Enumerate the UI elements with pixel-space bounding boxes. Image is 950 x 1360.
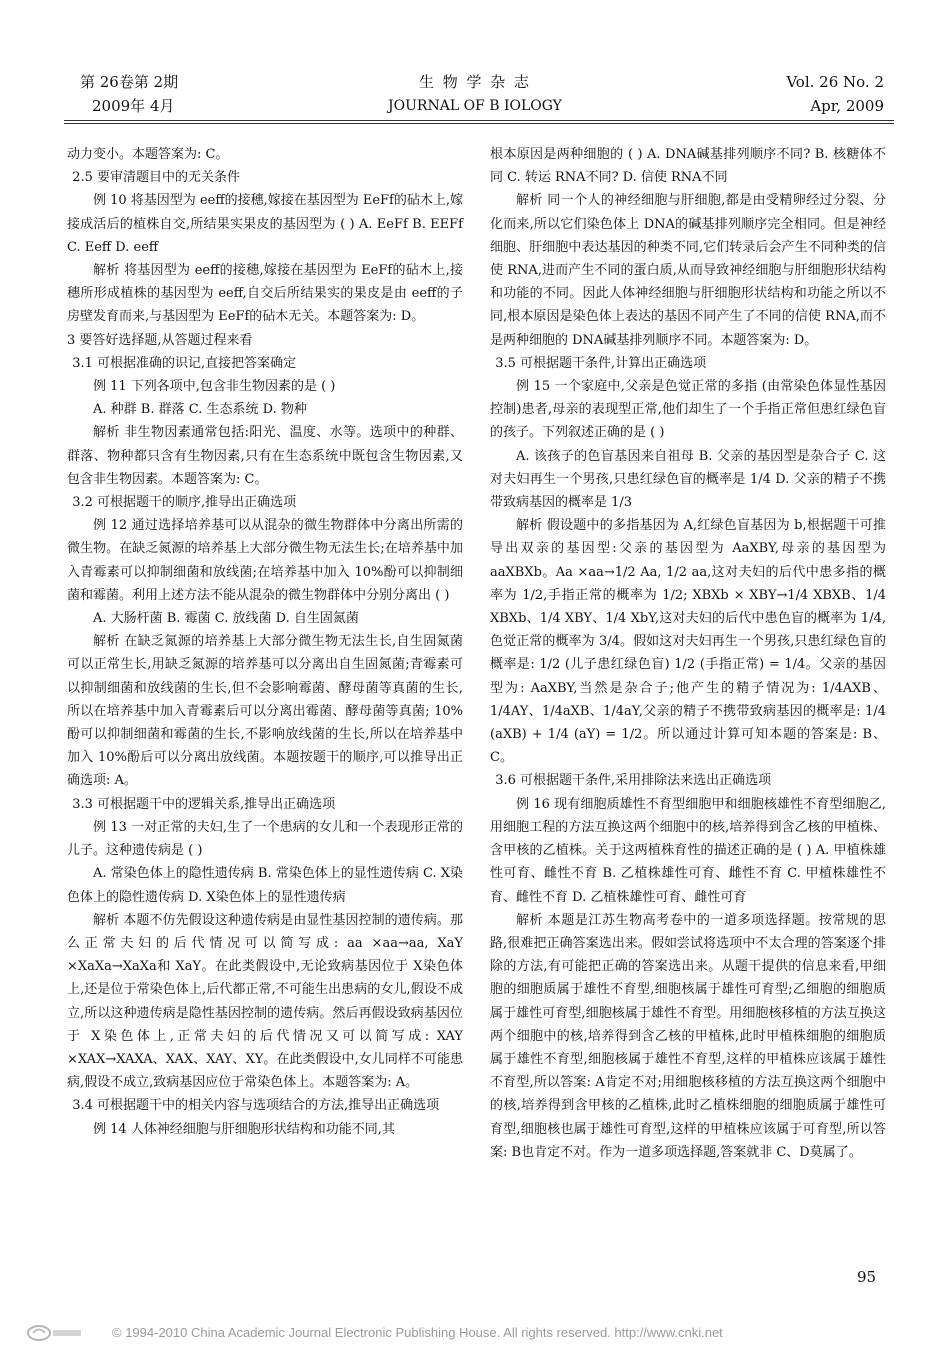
example: 例 13 一对正常的夫妇,生了一个患病的女儿和一个表现形正常的儿子。这种遗传病是 ( ) — [67, 819, 463, 859]
cnki-logo-icon — [25, 1322, 85, 1344]
example: 例 15 一个家庭中,父亲是色觉正常的多指 (由常染色体显性基因控制)患者,母亲的表现型正常,他们却生了一个手指正常但患红绿色盲的孩子。下列叙述正确的是 ( ) — [490, 379, 886, 441]
section-heading: 3.3 可根据题干中的逻辑关系,推导出正确选项 — [72, 796, 336, 812]
options: A. 种群 B. 群落 C. 生态系统 D. 物种 — [93, 402, 307, 418]
publication-date: 2009年 4月 — [92, 97, 175, 115]
copyright-notice: © 1994-2010 China Academic Journal Electronic Publishing House. All rights reserved. http://www.cnki.net — [112, 1325, 723, 1340]
analysis: 解析 假设题中的多指基因为 A,红绿色盲基因为 b,根据题干可推导出双亲的基因型:父亲的基因型为 AaXBY,母亲的基因型为 aaXBXb。Aa ×aa→1/2 Aa, 1/2 aa,这对夫妇的后代中患多指的概率为 1/2,手指正常的概率为 1/2; XBXb × XBY→1/4 XBXB、1/4 XBXb、1/4 XBY、1/4 XbY,这对夫妇的后代中患色盲的概率为 1/4,色觉正常的概率为 3/4。假如这对夫妇再生一个男孩,只患红绿色盲的概率是: 1/2 (儿子患红绿色盲) 1/2 (手指正常) = 1/4。父亲的基因型为: AaXBY,当然是杂合子;他产生的精子情况为: 1/4AXB、1/4AY、1/4aXB、1/4aY,父亲的精子不携带致病基因的概率是: 1/4 (aXB) + 1/4 (aY) = 1/2。所以通过计算可知本题的答案是: B、C。 — [490, 518, 886, 766]
example: 例 12 通过选择培养基可以从混杂的微生物群体中分离出所需的微生物。在缺乏氮源的培养基上大部分微生物无法生长;在培养基中加入青霉素可以抑制细菌和放线菌;在培养基中加入 10%酚可以抑制细菌和霉菌。利用上述方法不能从混杂的微生物群体中分别分离出 ( ) — [67, 518, 463, 603]
options: A. 该孩子的色盲基因来自祖母 B. 父亲的基因型是杂合子 C. 这对夫妇再生一个男孩,只患红绿色盲的概率是 1/4 D. 父亲的精子不携带致病基因的概率是 1/3 — [490, 448, 886, 511]
analysis: 解析 本题是江苏生物高考卷中的一道多项选择题。按常规的思路,很难把正确答案选出来。假如尝试将选项中不太合理的答案逐个排除的方法,有可能把正确的答案选出来。从题干提供的信息来看,甲细胞的细胞质属于雄性不育型,细胞核属于雄性可育型;乙细胞的细胞质属于雄性可育型,细胞核属于雄性不育型。用细胞核移植的方法互换这两个细胞中的核,培养得到含乙核的甲植株,此时甲植株细胞的细胞质属于雄性不育型,细胞核属于雄性不育型,这样的甲植株应该属于雄性不育型,所以答案: A肯定不对;用细胞核移植的方法互换这两个细胞中的核,培养得到含甲核的乙植株,此时乙植株细胞的细胞质属于雄性可育型,细胞核也属于雄性可育型,这样的甲植株应该属于可育型,所以答案: B也肯定不对。作为一道多项选择题,答案就非 C、D莫属了。 — [490, 912, 886, 1160]
section-heading: 3.6 可根据题干条件,采用排除法来选出正确选项 — [495, 773, 772, 789]
analysis: 解析 同一个人的神经细胞与肝细胞,都是由受精卵经过分裂、分化而来,所以它们染色体上 DNA的碱基排列顺序完全相同。但是神经细胞、肝细胞中表达基因的种类不同,它们转录后会产生不同种类的信使 RNA,进而产生不同的蛋白质,从而导致神经细胞与肝细胞形状结构和功能的不同。因此人体神经细胞与肝细胞形状结构和功能之所以不同,根本原因是染色体上表达的基因不同产生了不同的信使 RNA,而不是两种细胞的 DNA碱基排列顺序不同。本题答案为: D。 — [490, 193, 886, 348]
section-heading: 2.5 要审清题目中的无关条件 — [72, 170, 240, 186]
journal-volume-en — [786, 70, 884, 118]
analysis: 解析 本题不仿先假设这种遗传病是由显性基因控制的遗传病。那么正常夫妇的后代情况可以简写成: aa ×aa→aa, XaY ×XaXa→XaXa和 XaY。在此类假设中,无论致病基因位于 X染色体上,还是位于常染色体上,后代都正常,不可能生出患病的女儿,假设不成立,所以这种遗传病是隐性基因控制的遗传病。然后再假设致病基因位于 X染色体上,正常夫妇的后代情况又可以简写成: XAY ×XAX→XAXA、XAX、XAY、XY。在此类假设中,女儿同样不可能患病,假设不成立,致病基因应位于常染色体上。本题答案为: A。 — [67, 912, 463, 1091]
analysis: 解析 非生物因素通常包括:阳光、温度、水等。选项中的种群、群落、物种都只含有生物因素,只有在生态系统中既包含生物因素,又包含非生物因素。本题答案为: C。 — [67, 425, 463, 487]
analysis: 解析 在缺乏氮源的培养基上大部分微生物无法生长,自生固氮菌可以正常生长,用缺乏氮源的培养基可以分离出自生固氮菌;青霉素可以抑制细菌和放线菌的生长,但不会影响霉菌、酵母菌等真菌的生长,所以在培养基中加入青霉素后可以分离出霉菌、酵母菌等真菌; 10%酚可以抑制细菌和霉菌的生长,不影响放线菌的生长,所以在培养基中加入 10%酚后可以分离出放线菌。本题按题干的顺序,可以推导出正确选项: A。 — [67, 634, 463, 789]
journal-title-en: JOURNAL OF B IOLOGY — [388, 98, 562, 114]
page-number: 95 — [857, 1268, 877, 1286]
analysis: 解析 将基因型为 eeff的接穗,嫁接在基因型为 EeFf的砧木上,接穗所形成植株的基因型为 eeff,自交后所结果实的果皮是由 eeff的子房壁发育而来,与基因型为 EeFf的砧木无关。本题答案为: D。 — [67, 263, 463, 325]
header-rule-bottom — [64, 123, 894, 124]
publication-date-en: Apr, 2009 — [810, 97, 884, 115]
volume-issue-en: Vol. 26 No. 2 — [786, 73, 884, 91]
options: A. 大肠杆菌 B. 霉菌 C. 放线菌 D. 自生固氮菌 — [93, 611, 359, 627]
example: 例 16 现有细胞质雄性不育型细胞甲和细胞核雄性不育型细胞乙,用细胞工程的方法互换这两个细胞中的核,培养得到含乙核的甲植株、含甲核的乙植株。关于这两植株育性的描述正确的是 ( ) A. 甲植株雄性可育、雌性不育 B. 乙植株雄性可育、雌性不育 C. 甲植株雄性不育、雌性不育 D. 乙植株雄性可育、雌性可育 — [490, 796, 886, 905]
section-heading: 3.2 可根据题干的顺序,推导出正确选项 — [72, 495, 297, 511]
footer — [0, 1322, 950, 1344]
volume-issue: 第 26卷第 2期 — [80, 73, 179, 91]
left-column — [67, 143, 463, 1141]
example: 例 14 人体神经细胞与肝细胞形状结构和功能不同,其 — [93, 1121, 395, 1137]
paragraph: 根本原因是两种细胞的 ( ) A. DNA碱基排列顺序不同? B. 核糖体不同 C. 转运 RNA不同? D. 信使 RNA不同 — [490, 147, 886, 186]
section-heading: 3 要答好选择题,从答题过程来看 — [67, 332, 253, 348]
right-column — [490, 143, 886, 1164]
paragraph: 动力变小。本题答案为: C。 — [67, 147, 229, 162]
journal-title-cn: 生 物 学 杂 志 — [418, 73, 532, 91]
header-rule-top — [64, 120, 894, 121]
section-heading: 3.5 可根据题干条件,计算出正确选项 — [495, 355, 707, 371]
section-heading: 3.4 可根据题干中的相关内容与选项结合的方法,推导出正确选项 — [72, 1098, 440, 1114]
section-heading: 3.1 可根据准确的识记,直接把答案确定 — [72, 355, 297, 371]
options: A. 常染色体上的隐性遗传病 B. 常染色体上的显性遗传病 C. X染色体上的隐性遗传病 D. X染色体上的显性遗传病 — [67, 866, 463, 905]
example: 例 11 下列各项中,包含非生物因素的是 ( ) — [93, 379, 336, 395]
example: 例 10 将基因型为 eeff的接穗,嫁接在基因型为 EeFf的砧木上,嫁接成活后的植株自交,所结果实果皮的基因型为 ( ) A. EeFf B. EEFf C. Eeff D. eeff — [67, 193, 463, 255]
